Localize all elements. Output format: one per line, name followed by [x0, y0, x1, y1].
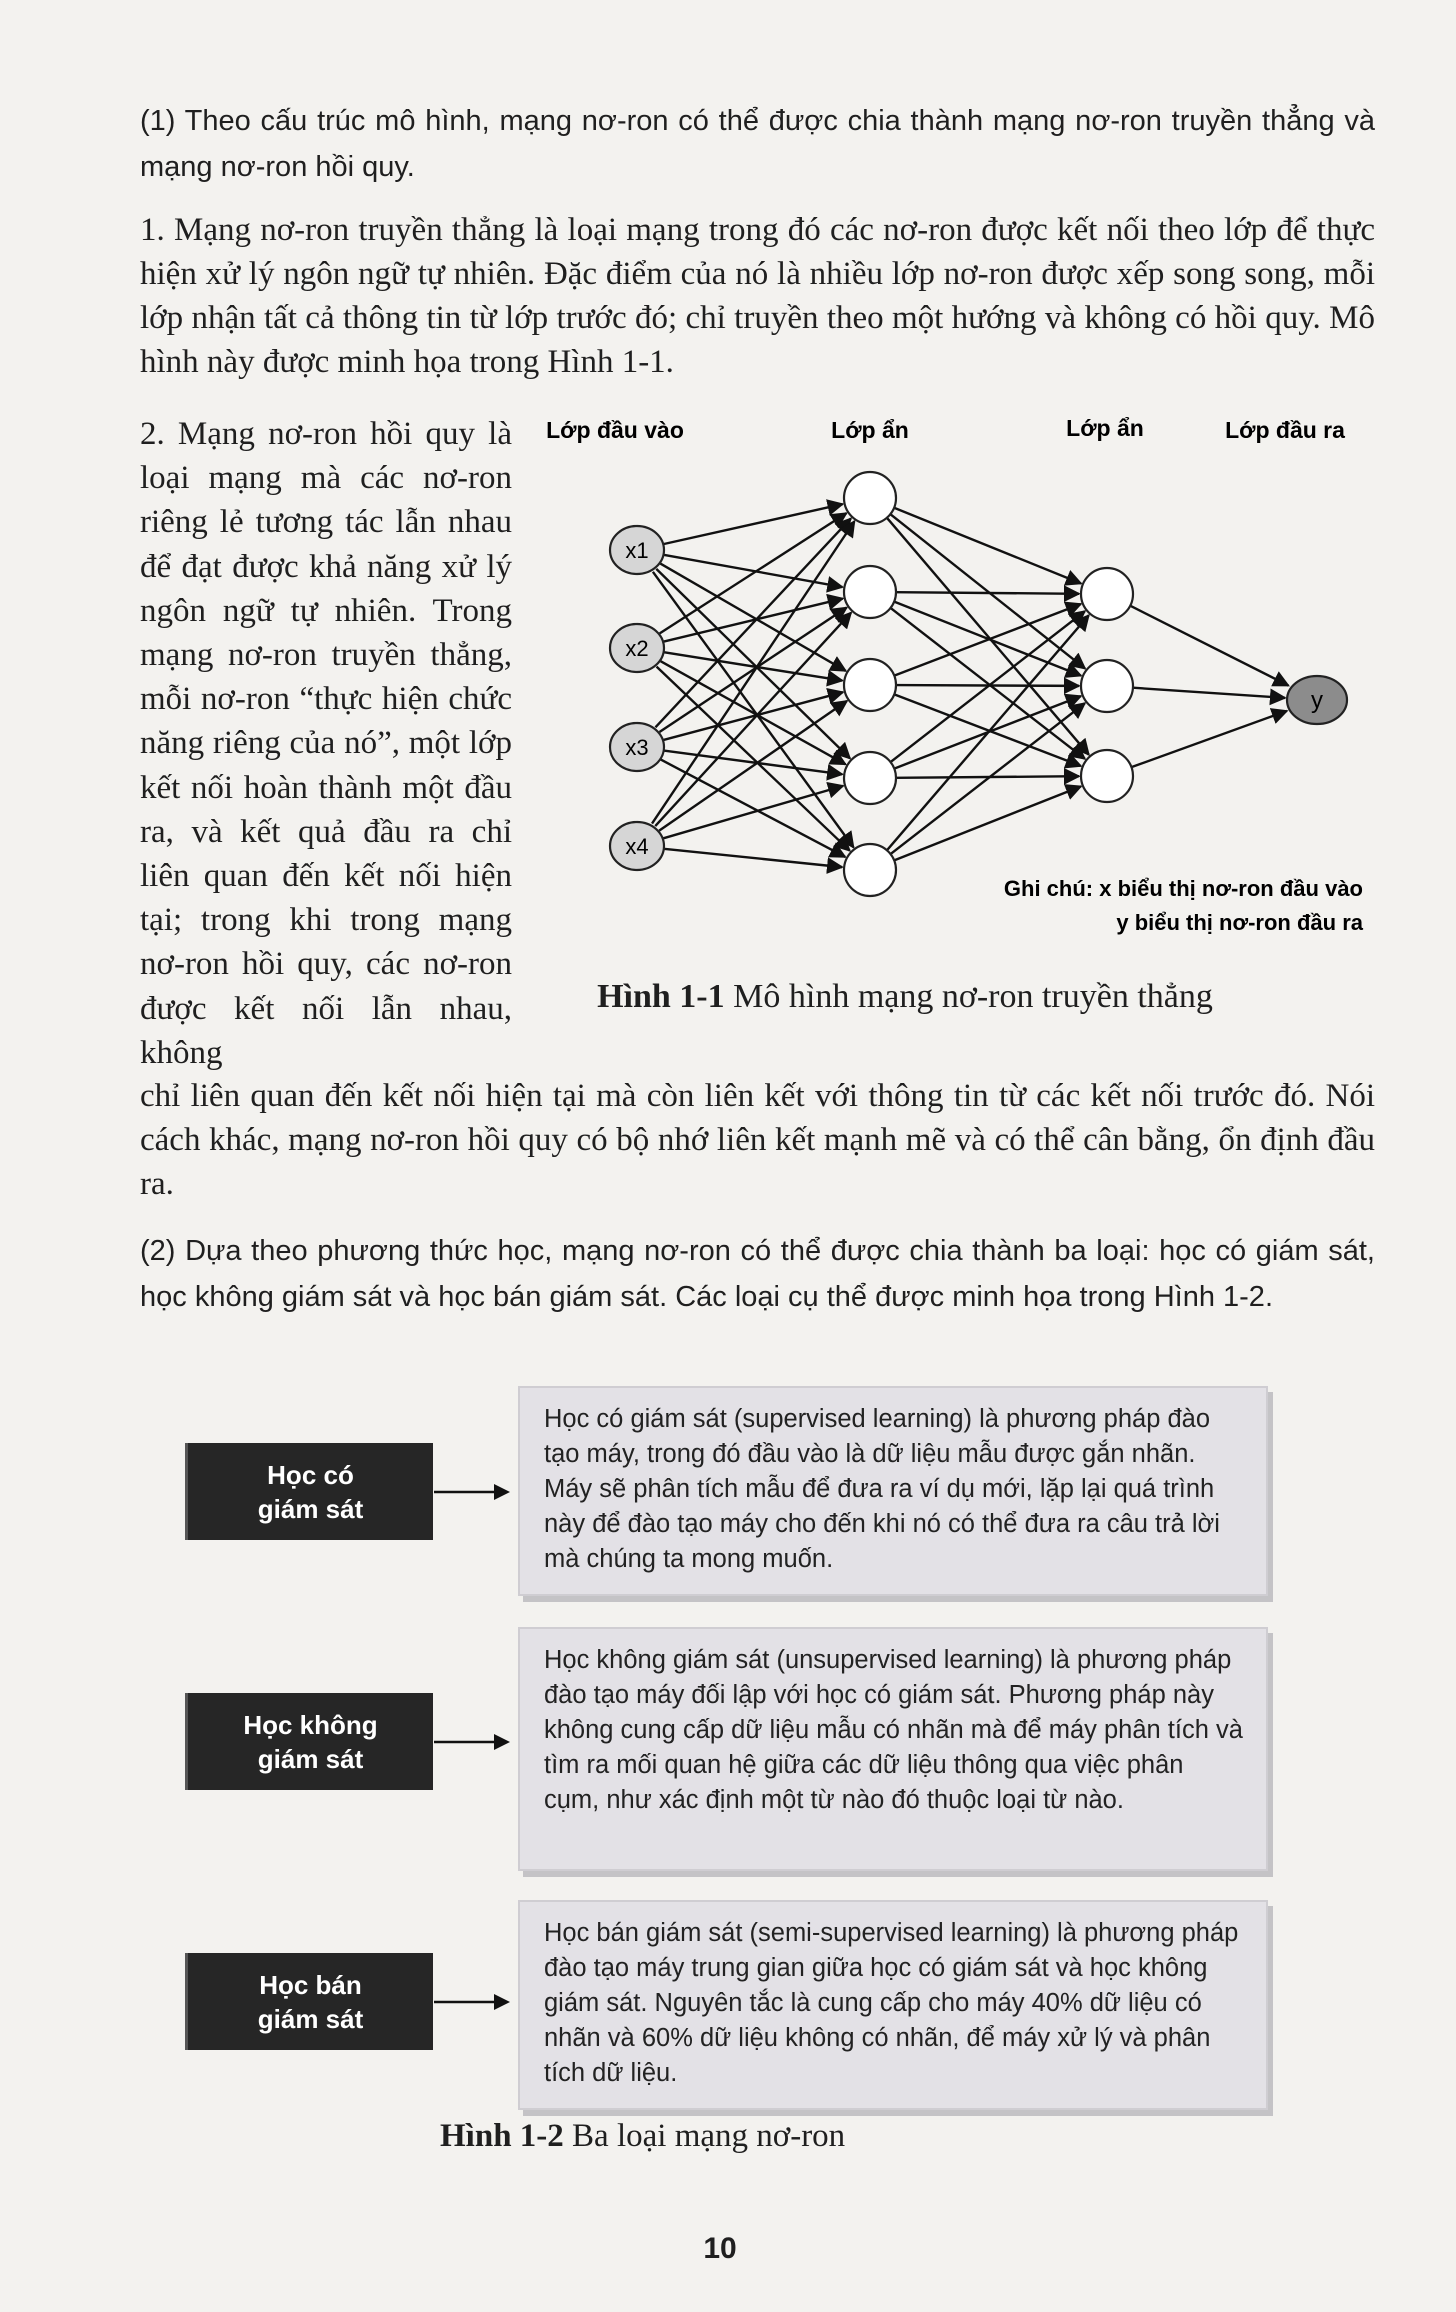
hidden1-node	[844, 659, 896, 711]
hidden-layer-2-label: Lớp ẩn	[1066, 415, 1144, 441]
connection-arrow	[663, 786, 843, 839]
figure2-caption-label: Hình 1-2	[440, 2118, 564, 2154]
connection-arrow	[891, 608, 1085, 759]
hidden2-node	[1081, 750, 1133, 802]
arrow-right-icon	[432, 1730, 512, 1754]
connection-arrow	[1130, 606, 1288, 686]
connection-arrow	[894, 786, 1081, 860]
input-node-x2-label: x2	[625, 636, 649, 661]
figure1-note-line1: Ghi chú: x biểu thị nơ-ron đầu vào	[1003, 876, 1363, 901]
page-number: 10	[703, 2232, 737, 2265]
hidden-layer-1-nodes	[844, 472, 896, 896]
semi-supervised-learning-box	[185, 1953, 433, 2050]
figure1-caption-text: Mô hình mạng nơ-ron truyền thẳng	[733, 978, 1213, 1015]
hidden2-node	[1081, 568, 1133, 620]
connection-arrow	[663, 599, 843, 642]
input-node-x1-label: x1	[625, 538, 649, 563]
paragraph-feedforward: 1. Mạng nơ-ron truyền thẳng là loại mạng trong đó các nơ-ron được kết nối theo lớp để thực hiện xử lý ngôn ngữ tự nhiên. Đặc điểm của nó là nhiều lớp nơ-ron được xếp song song, mỗi lớp nhận tất cả thông tin từ lớp trước đó; chỉ truyền theo một hướng và không có hồi quy. Mô hình này được minh họa trong Hình 1-1.	[140, 212, 1375, 380]
unsupervised-learning-label: Học không giám sát	[243, 1709, 378, 1774]
hidden2-node	[1081, 660, 1133, 712]
hidden1-node	[844, 472, 896, 524]
connection-arrow	[664, 652, 843, 680]
paragraph-structure-intro: (1) Theo cấu trúc mô hình, mạng nơ-ron có thể được chia thành mạng nơ-ron truyền thẳng và mạng nơ-ron hồi quy.	[140, 105, 1375, 183]
connection-arrow	[661, 760, 845, 857]
supervised-learning-box	[185, 1443, 433, 1540]
connection-arrow	[663, 504, 842, 544]
connection-arrow	[1133, 688, 1285, 698]
figure2-caption	[440, 2118, 845, 2155]
output-node-y-label: y	[1311, 687, 1323, 714]
arrow-right-icon	[432, 1990, 512, 2014]
supervised-learning-description: Học có giám sát (supervised learning) là phương pháp đào tạo máy, trong đó đầu vào là dữ liệu mẫu được gắn nhãn. Máy sẽ phân tích mẫu để đưa ra ví dụ mới, lặp lại quá trình này để đào tạo máy cho đến khi nó có thể đưa ra câu trả lời mà chúng ta mong muốn.	[518, 1386, 1268, 1596]
connection-arrow	[894, 694, 1081, 766]
connection-arrow	[887, 615, 1089, 850]
hidden1-node	[844, 566, 896, 618]
unsupervised-learning-box	[185, 1693, 433, 1790]
figure1-caption	[545, 978, 1265, 1016]
hidden1-node	[844, 752, 896, 804]
figure1-caption-label: Hình 1-1	[597, 978, 725, 1015]
connection-arrow	[660, 564, 845, 671]
paragraph-learning-intro: (2) Dựa theo phương thức học, mạng nơ-ron có thể được chia thành ba loại: học có giám sát, học không giám sát và học bán giám sát. Các loại cụ thể được minh họa trong Hình 1-2.	[140, 1235, 1375, 1313]
connection-arrow	[896, 592, 1079, 594]
connection-arrow	[894, 508, 1081, 584]
input-layer-label: Lớp đầu vào	[546, 417, 684, 443]
connection-arrow	[1131, 711, 1286, 767]
connection-arrow	[664, 849, 842, 867]
connection-arrow	[664, 751, 842, 775]
connection-arrow	[887, 518, 1089, 755]
figure2-caption-text: Ba loại mạng nơ-ron	[572, 2118, 846, 2154]
paragraph-recurrent-part1: 2. Mạng nơ-ron hồi quy là loại mạng mà các nơ-ron riêng lẻ tương tác lẫn nhau để đạt được khả năng xử lý ngôn ngữ tự nhiên. Trong mạng nơ-ron truyền thẳng, mỗi nơ-ron “thực hiện chức năng riêng của nó”, một lớp kết nối hoàn thành một đầu ra, và kết quả đầu ra chỉ liên quan đến kết nối hiện tại; trong khi trong mạng nơ-ron hồi quy, các nơ-ron được kết nối lẫn nhau, không	[140, 416, 512, 1071]
figure1-note-line2: y biểu thị nơ-ron đầu ra	[1116, 910, 1363, 935]
input-node-x3-label: x3	[625, 735, 649, 760]
semi-supervised-learning-description: Học bán giám sát (semi-supervised learning) là phương pháp đào tạo máy trung gian giữa học có giám sát và học không giám sát. Nguyên tắc là cung cấp cho máy 40% dữ liệu có nhãn và 60% dữ liệu không có nhãn, để máy xử lý và phân tích dữ liệu.	[518, 1900, 1268, 2110]
paragraph-recurrent-part2: chỉ liên quan đến kết nối hiện tại mà còn liên kết với thông tin từ các kết nối trước đó. Nói cách khác, mạng nơ-ron hồi quy có bộ nhớ liên kết mạnh mẽ và có thể cân bằng, ổn định đầu ra.	[140, 1078, 1375, 1202]
connection-arrow	[653, 572, 854, 848]
arrow-right-icon	[432, 1480, 512, 1504]
hidden-layer-1-label: Lớp ẩn	[831, 417, 909, 443]
input-node-x4-label: x4	[625, 834, 649, 859]
hidden-layer-2-nodes	[1081, 568, 1133, 802]
supervised-learning-label: Học có giám sát	[257, 1459, 364, 1524]
unsupervised-learning-description: Học không giám sát (unsupervised learning) là phương pháp đào tạo máy đối lập với học có giám sát. Phương pháp này không cung cấp dữ liệu mẫu có nhãn mà để máy phân tích và tìm ra mối quan hệ giữa các dữ liệu thông qua việc phân cụm, như xác định một từ nào đó thuộc loại từ nào.	[518, 1627, 1268, 1871]
feedforward-network-diagram	[545, 410, 1375, 970]
connection-arrow	[656, 569, 850, 759]
hidden1-node	[844, 844, 896, 896]
semi-supervised-learning-label: Học bán giám sát	[257, 1969, 364, 2034]
output-layer-label: Lớp đầu ra	[1225, 417, 1345, 443]
